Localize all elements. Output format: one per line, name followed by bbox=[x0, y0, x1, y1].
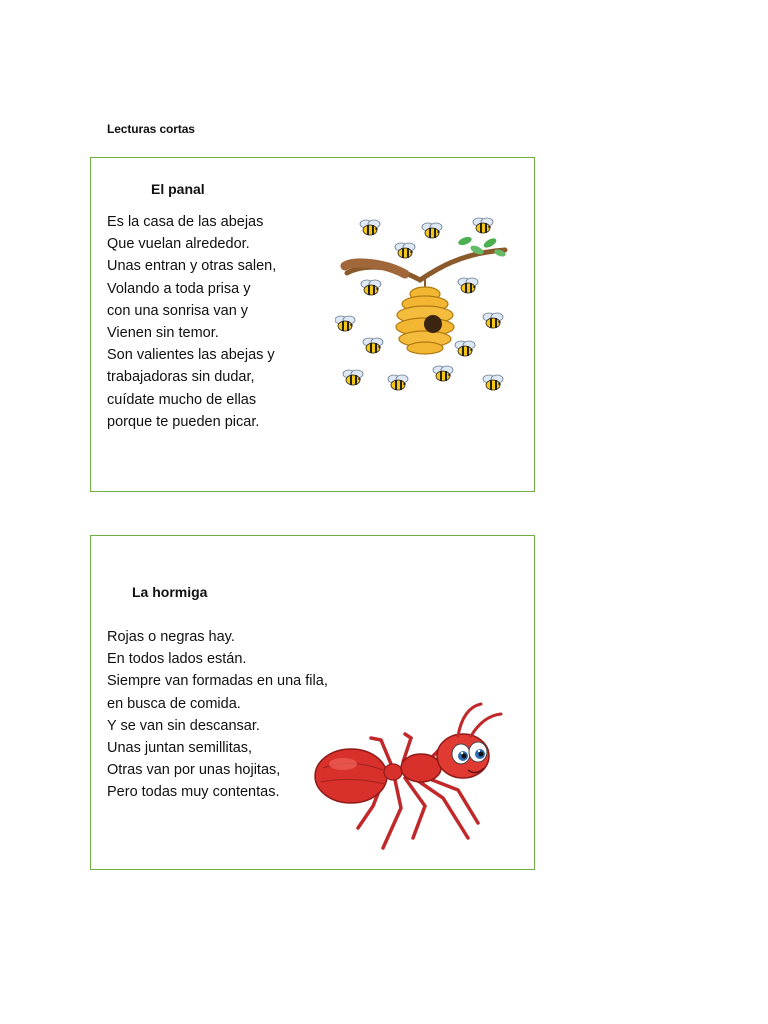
poem-line: porque te pueden picar. bbox=[107, 413, 260, 430]
poem-line: en busca de comida. bbox=[107, 695, 241, 712]
poem-line: Rojas o negras hay. bbox=[107, 629, 235, 645]
poem-line: En todos lados están. bbox=[107, 651, 247, 668]
poem-card-la-hormiga bbox=[90, 535, 535, 870]
ant-illustration bbox=[313, 698, 513, 858]
poem-line: Son valientes las abejas y bbox=[107, 347, 275, 364]
poem-card-el-panal bbox=[90, 157, 535, 492]
poem-line: Y se van sin descansar. bbox=[107, 717, 260, 734]
poem-line: Pero todas muy contentas. bbox=[107, 784, 280, 801]
poem-line: Volando a toda prisa y bbox=[107, 280, 251, 297]
poem-lines bbox=[107, 211, 276, 433]
poem-line: Que vuelan alrededor. bbox=[107, 236, 250, 253]
poem-lines bbox=[107, 626, 328, 804]
poem-line: Unas juntan semillitas, bbox=[107, 740, 253, 757]
poem-line: Vienen sin temor. bbox=[107, 325, 219, 342]
poem-line: Unas entran y otras salen, bbox=[107, 258, 277, 275]
poem-line: Siempre van formadas en una fila, bbox=[107, 673, 328, 690]
beehive-illustration bbox=[335, 208, 520, 398]
document-heading: Lecturas cortas bbox=[107, 122, 195, 136]
poem-title: El panal bbox=[151, 181, 205, 197]
poem-line: Es la casa de las abejas bbox=[107, 214, 264, 230]
poem-title: La hormiga bbox=[132, 584, 208, 600]
poem-line: trabajadoras sin dudar, bbox=[107, 369, 255, 386]
poem-line: cuídate mucho de ellas bbox=[107, 391, 257, 408]
poem-line: Otras van por unas hojitas, bbox=[107, 762, 281, 779]
poem-line: con una sonrisa van y bbox=[107, 302, 249, 319]
